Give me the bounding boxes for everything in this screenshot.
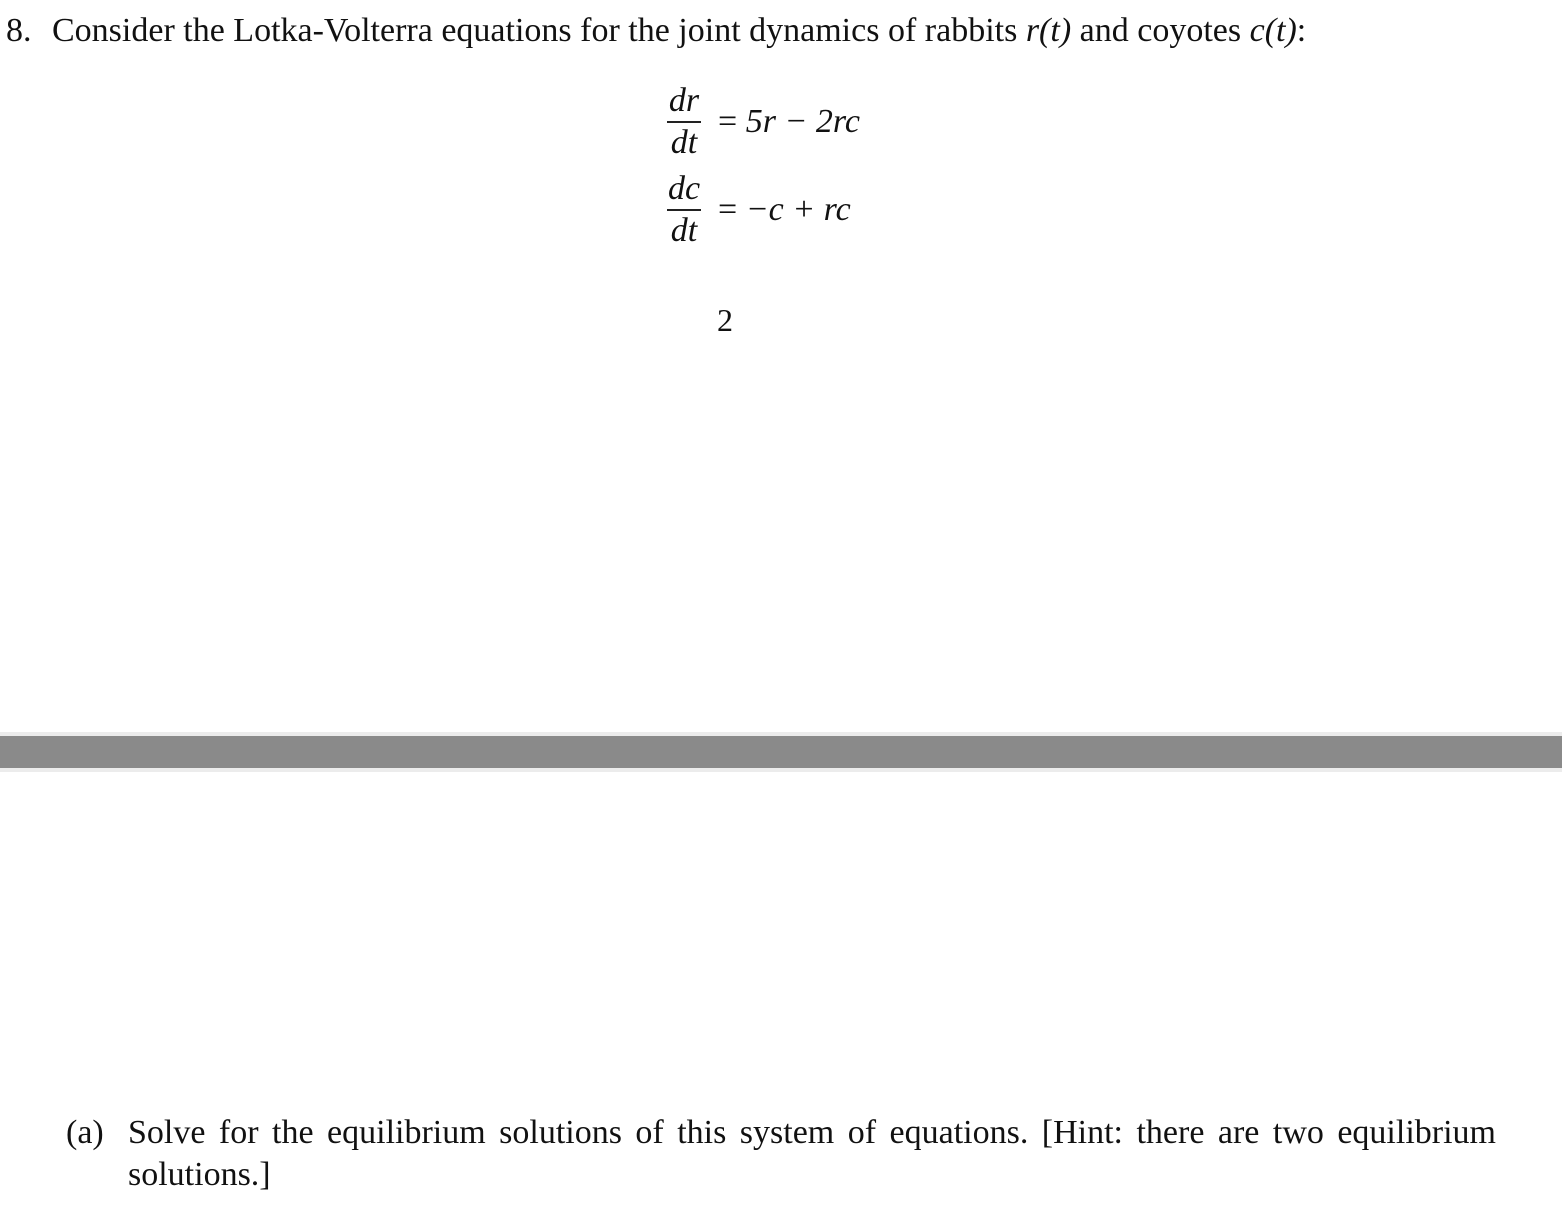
fraction-numerator: dc	[667, 170, 701, 207]
page-number: 2	[717, 302, 733, 338]
problem-intro: Consider the Lotka-Volterra equations for the joint dynamics of rabbits	[52, 12, 1018, 49]
part-a-text: Solve for the equilibrium solutions of this system of equations. [Hint: there are two equilibrium solutions.]	[128, 1114, 1496, 1193]
equation-rhs	[718, 191, 851, 229]
fraction-denominator: dt	[670, 212, 698, 249]
equation-rhs	[718, 103, 860, 141]
part-a	[66, 1112, 1496, 1196]
problem-colon: :	[1296, 12, 1307, 49]
rhs-expression: −c + rc	[745, 191, 851, 228]
derivative-dr-dt	[666, 81, 702, 163]
problem-statement	[6, 8, 1306, 54]
part-a-label: (a)	[66, 1114, 104, 1151]
equation-rabbits	[666, 78, 860, 166]
problem-number: 8.	[6, 12, 32, 49]
equation-coyotes	[666, 166, 860, 254]
problem-and-coyotes: and coyotes	[1079, 12, 1242, 49]
fraction-numerator: dr	[668, 82, 700, 119]
coyote-variable: c(t)	[1249, 12, 1297, 49]
equals-sign: =	[718, 103, 738, 140]
equation-system	[666, 78, 860, 254]
rhs-expression: 5r − 2rc	[745, 103, 860, 140]
rabbit-variable: r(t)	[1025, 12, 1072, 49]
page-separator	[0, 732, 1562, 772]
page-separator-band	[0, 736, 1562, 768]
equals-sign: =	[718, 191, 738, 228]
derivative-dc-dt	[666, 169, 702, 251]
fraction-denominator: dt	[670, 124, 698, 161]
